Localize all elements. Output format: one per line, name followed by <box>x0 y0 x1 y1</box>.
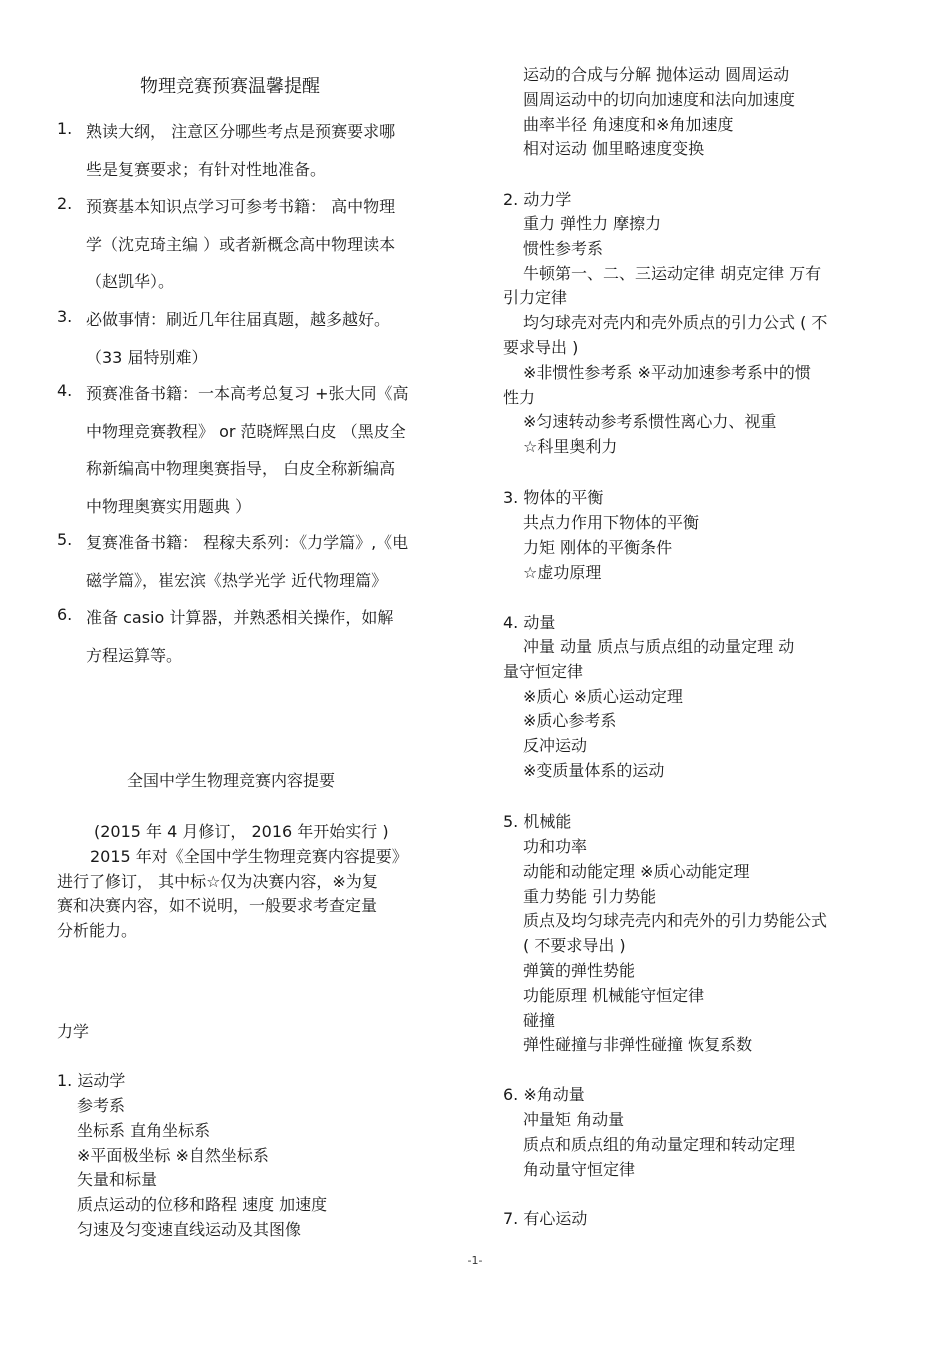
equilibrium-item: 力矩 刚体的平衡条件 <box>523 537 673 557</box>
dynamics-item: 牛顿第一、二、三运动定律 胡克定律 万有 <box>523 263 822 283</box>
energy-heading: 5. 机械能 <box>503 812 572 831</box>
equilibrium-item: ☆虚功原理 <box>523 562 602 582</box>
angular-item: 质点和质点组的角动量定理和转动定理 <box>523 1134 796 1154</box>
kinematics-item: ※平面极坐标 ※自然坐标系 <box>77 1145 269 1165</box>
energy-item: 弹性碰撞与非弹性碰撞 恢复系数 <box>523 1035 753 1055</box>
momentum-item: ※质心参考系 <box>523 711 617 731</box>
kinematics-item: 圆周运动中的切向加速度和法向加速度 <box>523 89 796 109</box>
dynamics-heading: 2. 动力学 <box>503 190 572 209</box>
tip-line: 学（沈克琦主编 ）或者新概念高中物理读本 <box>86 234 396 254</box>
tip-line: 复赛准备书籍： 程稼夫系列：《力学篇》,《电 <box>86 533 409 552</box>
tip-number: 5. <box>57 530 73 549</box>
tip-line: 方程运算等。 <box>86 645 183 665</box>
dynamics-item: 惯性参考系 <box>523 238 604 258</box>
tip-line: 准备 casio 计算器，并熟悉相关操作，如解 <box>86 608 394 627</box>
tip-number: 6. <box>57 605 73 624</box>
energy-item: 动能和动能定理 ※质心动能定理 <box>523 861 750 881</box>
momentum-item: ※质心 ※质心运动定理 <box>523 686 683 706</box>
tip-line: 中物理竞赛教程》 or 范晓辉黑白皮 （黑皮全 <box>86 421 406 441</box>
tip-line: 预赛基本知识点学习可参考书籍： 高中物理 <box>86 197 396 216</box>
energy-item: ( 不要求导出 ) <box>523 936 626 956</box>
intro-line: 2015 年对《全国中学生物理竞赛内容提要》 <box>90 847 408 866</box>
momentum-item: 量守恒定律 <box>503 661 584 681</box>
intro-line: 分析能力。 <box>57 920 138 940</box>
angular-heading: 6. ※角动量 <box>503 1085 585 1104</box>
tip-line: 必做事情：刷近几年往届真题，越多越好。 <box>86 310 391 329</box>
tip-line: 称新编高中物理奥赛指导， 白皮全称新编高 <box>86 459 396 478</box>
equilibrium-item: 共点力作用下物体的平衡 <box>523 513 700 532</box>
dynamics-item: 重力 弹性力 摩擦力 <box>523 214 662 233</box>
tip-number: 3. <box>57 307 73 326</box>
kinematics-item: 参考系 <box>77 1096 126 1115</box>
energy-item: 质点及均匀球壳壳内和壳外的引力势能公式 <box>523 911 828 931</box>
tip-number: 4. <box>57 381 73 400</box>
tip-line: （赵凯华）。 <box>86 272 175 291</box>
dynamics-item: 要求导出 ) <box>503 338 579 357</box>
tip-line: （33 届特别难） <box>86 347 208 367</box>
outline-title: 全国中学生物理竞赛内容提要 <box>127 771 336 790</box>
tip-line: 中物理奥赛实用题典 ） <box>86 496 252 516</box>
kinematics-item: 曲率半径 角速度和※角加速度 <box>523 114 734 134</box>
dynamics-item: ※非惯性参考系 ※平动加速参考系中的惯 <box>523 362 811 382</box>
dynamics-item: 引力定律 <box>503 288 568 308</box>
kinematics-item: 匀速及匀变速直线运动及其图像 <box>77 1220 302 1239</box>
energy-item: 重力势能 引力势能 <box>523 886 657 906</box>
energy-item: 碰撞 <box>523 1010 556 1030</box>
revision-note: (2015 年 4 月修订， 2016 年开始实行 ) <box>94 822 389 841</box>
kinematics-item: 坐标系 直角坐标系 <box>77 1120 211 1140</box>
momentum-heading: 4. 动量 <box>503 613 556 632</box>
dynamics-item: 性力 <box>503 387 536 407</box>
central-motion-heading: 7. 有心运动 <box>503 1209 588 1228</box>
energy-item: 功能原理 机械能守恒定律 <box>523 985 705 1005</box>
intro-line: 进行了修订， 其中标☆仅为决赛内容，※为复 <box>57 871 378 891</box>
intro-line: 赛和决赛内容，如不说明，一般要求考查定量 <box>57 896 378 915</box>
dynamics-item: ☆科里奥利力 <box>523 437 618 457</box>
kinematics-item: 质点运动的位移和路程 速度 加速度 <box>77 1195 328 1215</box>
section-heading: 力学 <box>57 1022 90 1041</box>
kinematics-heading: 1. 运动学 <box>57 1071 126 1090</box>
tip-line: 些是复赛要求；有针对性地准备。 <box>86 159 327 179</box>
tip-line: 预赛准备书籍：一本高考总复习 +张大同《高 <box>86 384 409 403</box>
energy-item: 弹簧的弹性势能 <box>523 961 636 980</box>
angular-item: 角动量守恒定律 <box>523 1159 636 1179</box>
momentum-item: 反冲运动 <box>523 736 588 756</box>
dynamics-item: 均匀球壳对壳内和壳外质点的引力公式 ( 不 <box>523 313 828 333</box>
kinematics-item: 矢量和标量 <box>77 1170 158 1190</box>
momentum-item: 冲量 动量 质点与质点组的动量定理 动 <box>523 637 795 656</box>
tip-line: 熟读大纲， 注意区分哪些考点是预赛要求哪 <box>86 122 396 141</box>
equilibrium-heading: 3. 物体的平衡 <box>503 488 604 507</box>
tip-number: 2. <box>57 194 73 213</box>
tip-title: 物理竞赛预赛温馨提醒 <box>140 76 320 97</box>
momentum-item: ※变质量体系的运动 <box>523 761 665 780</box>
angular-item: 冲量矩 角动量 <box>523 1110 625 1129</box>
kinematics-item: 相对运动 伽里略速度变换 <box>523 139 705 159</box>
kinematics-item: 运动的合成与分解 抛体运动 圆周运动 <box>523 65 790 84</box>
page-number: -1- <box>467 1254 483 1267</box>
dynamics-item: ※匀速转动参考系惯性离心力、视重 <box>523 412 777 432</box>
tip-line: 磁学篇》，崔宏滨《热学光学 近代物理篇》 <box>86 570 388 590</box>
energy-item: 功和功率 <box>523 837 588 856</box>
tip-number: 1. <box>57 119 73 138</box>
